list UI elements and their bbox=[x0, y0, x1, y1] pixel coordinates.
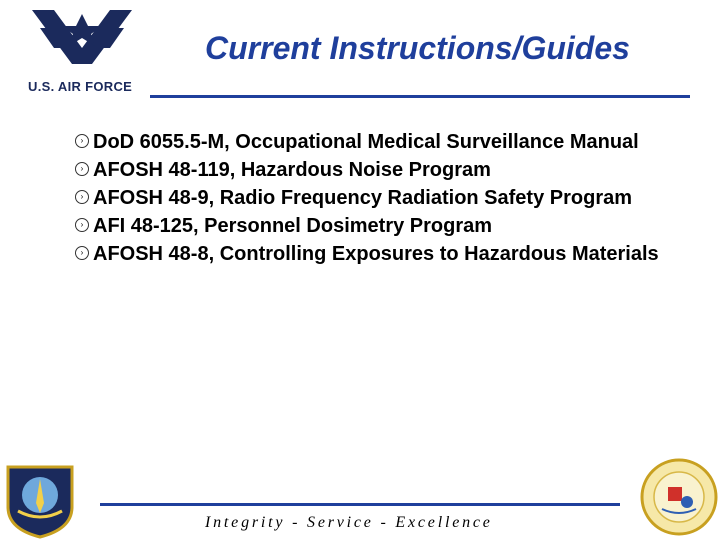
bullet-icon: › bbox=[75, 246, 89, 260]
slide-title: Current Instructions/Guides bbox=[205, 30, 630, 66]
bullet-list bbox=[75, 128, 705, 268]
bullet-icon: › bbox=[75, 162, 89, 176]
footer-divider bbox=[100, 503, 620, 506]
bullet-icon: › bbox=[75, 218, 89, 232]
bullet-item bbox=[75, 184, 705, 212]
bullet-icon: › bbox=[75, 134, 89, 148]
bullet-icon: › bbox=[75, 190, 89, 204]
bullet-text: AFOSH 48-119, Hazardous Noise Program bbox=[93, 159, 491, 181]
bullet-item bbox=[75, 240, 705, 268]
air-force-symbol-icon bbox=[30, 4, 134, 70]
wing-shield-emblem-icon bbox=[4, 463, 76, 539]
bullet-text: AFOSH 48-8, Controlling Exposures to Hazardous Materials bbox=[93, 243, 659, 265]
bullet-item bbox=[75, 128, 705, 156]
air-force-logo bbox=[22, 4, 142, 94]
bullet-text: AFOSH 48-9, Radio Frequency Radiation Safety Program bbox=[93, 187, 633, 209]
logo-text: U.S. AIR FORCE bbox=[28, 79, 133, 94]
unit-seal-emblem-icon bbox=[640, 457, 718, 537]
bullet-text: DoD 6055.5-M, Occupational Medical Surveillance Manual bbox=[93, 131, 639, 153]
bullet-item bbox=[75, 156, 705, 184]
bullet-text: AFI 48-125, Personnel Dosimetry Program bbox=[93, 215, 493, 237]
wing-shield-emblem bbox=[4, 463, 76, 539]
footer-motto: Integrity - Service - Excellence bbox=[205, 514, 493, 531]
unit-seal-emblem bbox=[640, 457, 718, 537]
title-divider bbox=[150, 95, 690, 98]
bullet-item bbox=[75, 212, 705, 240]
